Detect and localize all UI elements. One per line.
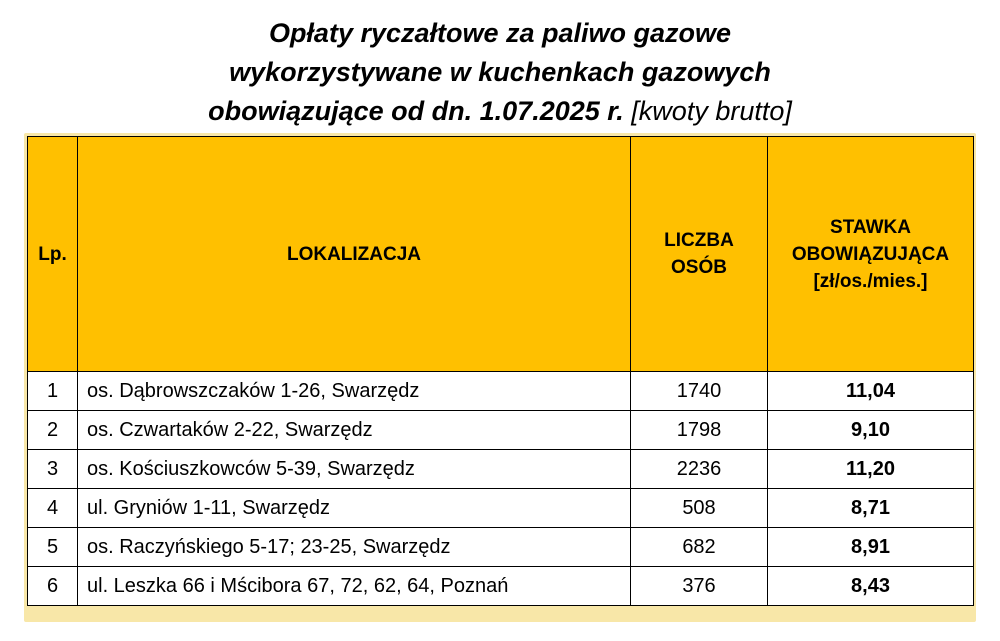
cell-location: ul. Gryniów 1-11, Swarzędz: [78, 489, 631, 528]
cell-rate: 8,91: [768, 528, 974, 567]
table-row: [28, 411, 974, 450]
cell-rate: 9,10: [768, 411, 974, 450]
cell-rate: 11,04: [768, 372, 974, 411]
cell-rate: 11,20: [768, 450, 974, 489]
title-line-2: wykorzystywane w kuchenkach gazowych: [229, 57, 771, 87]
cell-lp: 5: [28, 528, 78, 567]
title-line-3: [0, 92, 1000, 131]
header-rate-line: [zł/os./mies.]: [813, 270, 928, 292]
cell-persons: 2236: [631, 450, 768, 489]
cell-lp: 4: [28, 489, 78, 528]
cell-lp: 1: [28, 372, 78, 411]
cell-rate: 8,71: [768, 489, 974, 528]
page-title: [0, 14, 1000, 131]
table-row: [28, 450, 974, 489]
cell-lp: 2: [28, 411, 78, 450]
header-location: LOKALIZACJA: [78, 137, 631, 372]
cell-rate: 8,43: [768, 567, 974, 606]
cell-persons: 1740: [631, 372, 768, 411]
table-row: [28, 528, 974, 567]
header-persons: [631, 137, 768, 372]
header-persons-line: LICZBA: [664, 230, 734, 251]
cell-location: os. Czwartaków 2-22, Swarzędz: [78, 411, 631, 450]
cell-persons: 376: [631, 567, 768, 606]
title-date: obowiązujące od dn. 1.07.2025 r.: [208, 96, 624, 126]
table-row: [28, 489, 974, 528]
cell-lp: 6: [28, 567, 78, 606]
header-lp: Lp.: [28, 137, 78, 372]
table-row: [28, 567, 974, 606]
rates-table: [27, 136, 974, 606]
title-line-1: Opłaty ryczałtowe za paliwo gazowe: [268, 18, 732, 48]
cell-persons: 1798: [631, 411, 768, 450]
header-rate-line: OBOWIĄZUJĄCA: [791, 243, 950, 265]
header-rate-line: STAWKA: [830, 216, 911, 238]
cell-lp: 3: [28, 450, 78, 489]
header-rate: [768, 137, 974, 372]
title-note: [kwoty brutto]: [631, 96, 792, 126]
cell-persons: 508: [631, 489, 768, 528]
table-header-row: [28, 137, 974, 372]
cell-location: os. Dąbrowszczaków 1-26, Swarzędz: [78, 372, 631, 411]
cell-location: os. Raczyńskiego 5-17; 23-25, Swarzędz: [78, 528, 631, 567]
cell-persons: 682: [631, 528, 768, 567]
cell-location: ul. Leszka 66 i Mścibora 67, 72, 62, 64, Poznań: [78, 567, 631, 606]
cell-location: os. Kościuszkowców 5-39, Swarzędz: [78, 450, 631, 489]
table-row: [28, 372, 974, 411]
header-persons-line: OSÓB: [671, 257, 727, 278]
